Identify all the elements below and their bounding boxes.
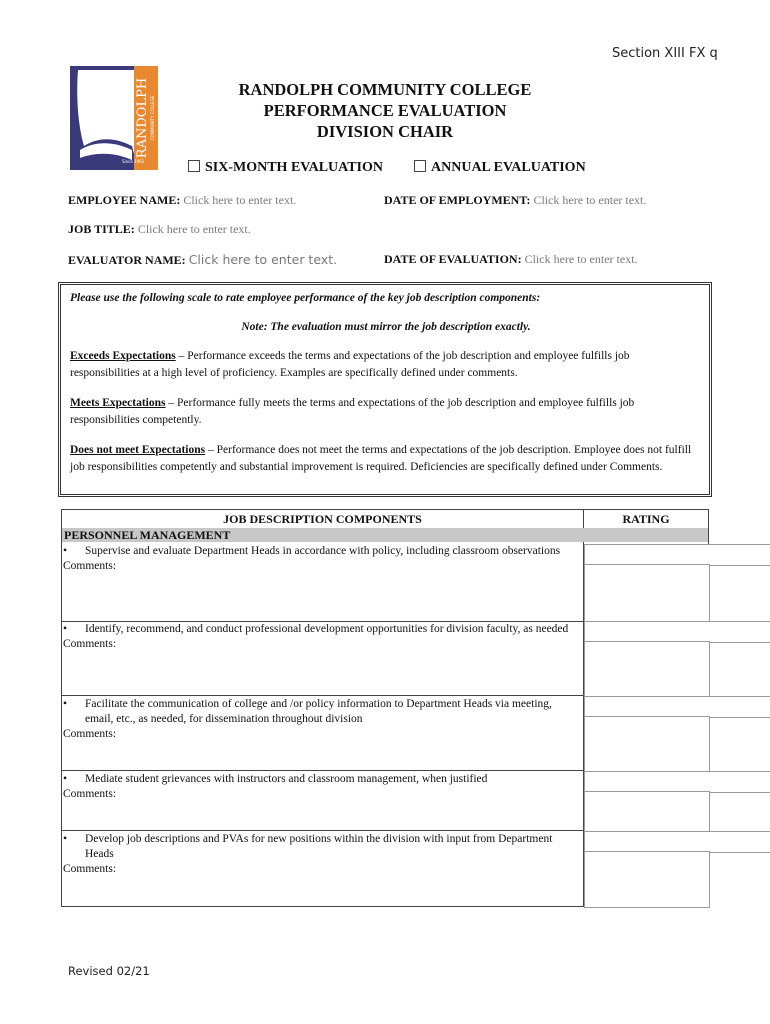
item-text: Identify, recommend, and conduct professional development opportunities for division faculty, as needed <box>85 623 569 635</box>
annual-evaluation-option[interactable] <box>414 160 586 176</box>
item-text: Develop job descriptions and PVAs for new positions within the division with input from Department Heads <box>85 833 553 860</box>
comments-label: Comments: <box>63 863 117 875</box>
revision-note: Revised 02/21 <box>68 964 150 978</box>
bullet-icon: • <box>63 773 68 785</box>
logo-subtext: COMMUNITY COLLEGE <box>150 95 155 141</box>
row-divider <box>61 830 584 831</box>
section-reference: Section XIII FX q <box>612 46 718 61</box>
rating-cell[interactable] <box>584 831 770 853</box>
job-title-label: JOB TITLE: <box>68 222 135 236</box>
evaluator-name-field[interactable]: Click here to enter text. <box>188 252 338 267</box>
job-component-item <box>63 622 583 652</box>
rating-comment-cell[interactable] <box>584 641 710 697</box>
section-title: PERSONNEL MANAGEMENT <box>64 528 231 542</box>
evaluator-name-row <box>68 252 337 268</box>
rating-cell[interactable] <box>584 621 770 643</box>
components-column-header: JOB DESCRIPTION COMPONENTS <box>223 512 422 526</box>
date-of-evaluation-row <box>384 252 638 267</box>
meets-term: Meets Expectations <box>70 397 166 409</box>
table-left-border <box>61 509 62 907</box>
six-month-evaluation-option[interactable] <box>188 160 383 176</box>
exceeds-text: – Performance exceeds the terms and expectations of the job description and employee fulfills job responsibilities at a high level of proficiency. Examples are specifically defined under comments. <box>70 350 630 379</box>
meets-text: – Performance fully meets the terms and expectations of the job description and employee fulfills job responsibilities competently. <box>70 397 635 426</box>
employee-name-label: EMPLOYEE NAME: <box>68 193 181 207</box>
exceeds-term: Exceeds Expectations <box>70 350 176 362</box>
does-not-meet-term: Does not meet Expectations <box>70 444 206 456</box>
rating-cell[interactable] <box>584 771 770 793</box>
row-divider <box>61 770 584 771</box>
comments-label: Comments: <box>63 638 117 650</box>
job-component-item <box>63 832 583 877</box>
bullet-icon: • <box>63 698 68 710</box>
employee-name-field[interactable]: Click here to enter text. <box>183 193 297 207</box>
job-component-item <box>63 544 583 574</box>
logo-text: RANDOLPH <box>135 77 150 159</box>
annual-label: ANNUAL EVALUATION <box>431 160 586 175</box>
job-component-item <box>63 697 583 742</box>
meets-definition <box>70 395 702 429</box>
rating-scale-box <box>58 282 712 497</box>
scale-intro: Please use the following scale to rate employee performance of the key job description components: <box>70 292 541 304</box>
date-of-employment-field[interactable]: Click here to enter text. <box>533 193 647 207</box>
title-line-3: DIVISION CHAIR <box>316 122 454 141</box>
date-of-employment-label: DATE OF EMPLOYMENT: <box>384 193 531 207</box>
rating-cell[interactable] <box>584 544 770 566</box>
rating-comment-cell[interactable] <box>584 716 710 772</box>
comments-label: Comments: <box>63 728 117 740</box>
date-of-evaluation-field[interactable]: Click here to enter text. <box>524 252 638 266</box>
item-text: Facilitate the communication of college and /or policy information to Department Heads via meeting, email, etc., as needed, for dissemination throughout division <box>85 698 552 725</box>
exceeds-definition <box>70 348 702 382</box>
scale-note: Note: The evaluation must mirror the job description exactly. <box>241 321 531 333</box>
logo-since: Since 1962 <box>122 159 145 164</box>
comments-label: Comments: <box>63 560 117 572</box>
bullet-icon: • <box>63 833 68 845</box>
date-of-employment-row <box>384 193 646 208</box>
rating-cell[interactable] <box>584 696 770 718</box>
date-of-evaluation-label: DATE OF EVALUATION: <box>384 252 522 266</box>
job-component-item <box>63 772 583 802</box>
table-top-border <box>61 509 709 510</box>
item-text: Mediate student grievances with instructors and classroom management, when justified <box>85 773 488 785</box>
comments-label: Comments: <box>63 788 117 800</box>
rating-comment-cell[interactable] <box>584 564 710 623</box>
checkbox-icon[interactable] <box>414 160 426 172</box>
job-title-field[interactable]: Click here to enter text. <box>137 222 251 236</box>
title-line-2: PERFORMANCE EVALUATION <box>263 101 507 120</box>
college-logo <box>70 66 158 170</box>
bullet-icon: • <box>63 545 68 557</box>
checkbox-icon[interactable] <box>188 160 200 172</box>
evaluator-name-label: EVALUATOR NAME: <box>68 253 186 267</box>
does-not-meet-definition <box>70 442 702 476</box>
title-line-1: RANDOLPH COMMUNITY COLLEGE <box>238 80 532 99</box>
document-title <box>200 79 570 142</box>
item-text: Supervise and evaluate Department Heads in accordance with policy, including classroom observations <box>85 545 561 557</box>
rating-comment-cell[interactable] <box>584 851 710 908</box>
table-right-border <box>708 509 709 544</box>
job-title-row <box>68 222 251 237</box>
employee-name-row <box>68 193 296 208</box>
bullet-icon: • <box>63 623 68 635</box>
does-not-meet-text: – Performance does not meet the terms and expectations of the job description. Employee does not fulfill job responsibilities competently and substantial improvement is required. Deficiencies are specifically defined under Comments. <box>70 444 692 473</box>
rating-comment-cell[interactable] <box>584 791 710 832</box>
row-divider <box>61 695 584 696</box>
rating-column-header: RATING <box>622 512 670 526</box>
six-month-label: SIX-MONTH EVALUATION <box>205 160 384 175</box>
